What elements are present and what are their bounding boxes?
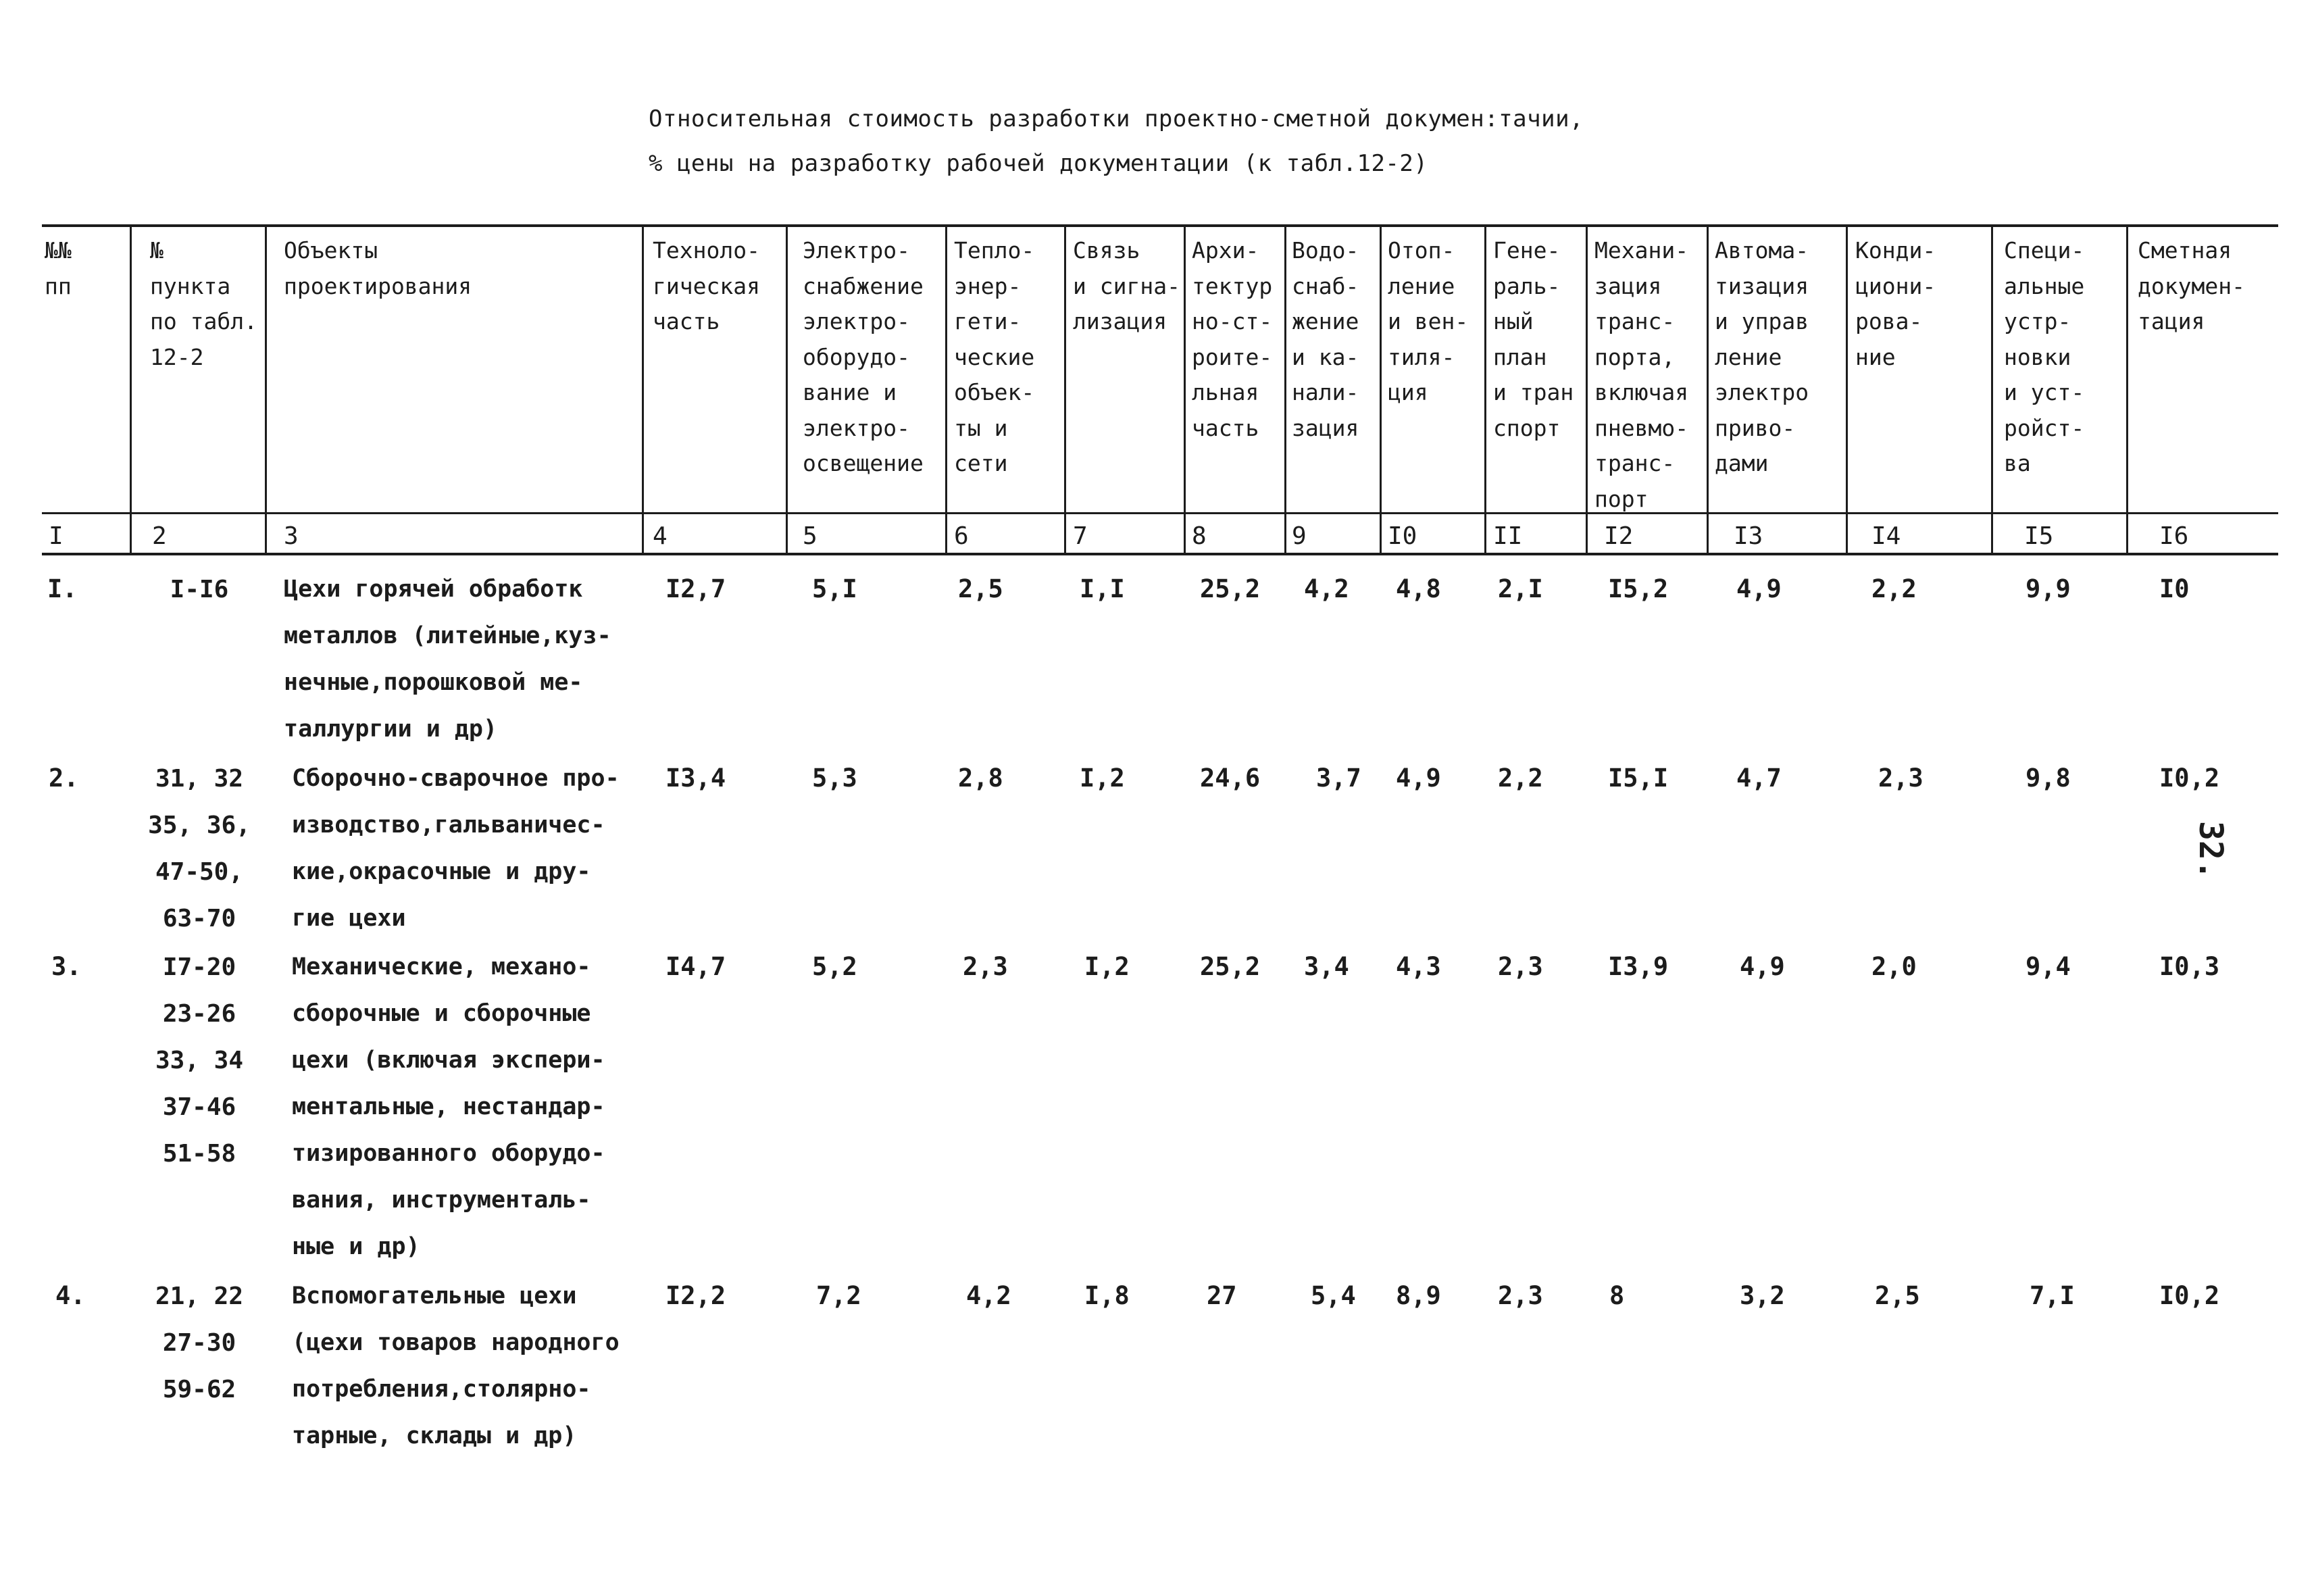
value-special-installations: 7,I: [2030, 1281, 2075, 1310]
column-number: I0: [1388, 522, 1417, 550]
numbering-bottom-rule: [42, 553, 2278, 555]
value-electrical: 7,2: [816, 1281, 861, 1310]
value-automation: 4,9: [1740, 952, 1785, 981]
value-general-plan: 2,3: [1498, 952, 1543, 981]
table-points: 21, 22 27-30 59-62: [155, 1282, 244, 1403]
value-electrical: 5,3: [812, 764, 857, 793]
page-subtitle: % цены на разработку рабочей документации (к табл.12-2): [649, 150, 1428, 177]
column-divider: [1846, 224, 1848, 554]
value-heat-power: 2,8: [958, 764, 1003, 793]
table-points: I-I6: [170, 576, 229, 603]
column-number: I6: [2159, 522, 2189, 550]
value-conditioning: 2,3: [1878, 764, 1923, 793]
value-water-supply: 4,2: [1304, 574, 1349, 603]
column-number: 9: [1292, 522, 1307, 550]
value-technological: I2,2: [665, 1281, 726, 1310]
object-description: Сборочно-сварочное про- изводство,гальваничес- кие,окрасочные и дру- гие цехи: [292, 765, 620, 932]
value-conditioning: 2,5: [1875, 1281, 1920, 1310]
column-divider: [2126, 224, 2128, 554]
value-water-supply: 3,4: [1304, 952, 1349, 981]
value-general-plan: 2,3: [1498, 1281, 1543, 1310]
value-automation: 3,2: [1740, 1281, 1785, 1310]
value-transport-mechanization: I3,9: [1608, 952, 1669, 981]
header-estimate: Сметная докумен- тация: [2138, 237, 2245, 334]
header-heat-power: Тепло- энер- гети- ческие объек- ты и сети: [954, 237, 1035, 476]
header-row-number: №№ пп: [45, 237, 72, 299]
column-divider: [130, 224, 132, 554]
value-communication: I,I: [1080, 574, 1125, 603]
header-table-point: № пункта по табл. 12-2: [150, 237, 257, 370]
value-conditioning: 2,0: [1871, 952, 1917, 981]
value-technological: I4,7: [665, 952, 726, 981]
header-electrical: Электро- снабжение электро- оборудо- вание и электро- освещение: [803, 237, 924, 476]
column-divider: [1284, 224, 1286, 554]
object-description: Вспомогательные цехи (цехи товаров народного потребления,столярно- тарные, склады и др): [292, 1282, 620, 1449]
value-estimate: I0,2: [2159, 1281, 2220, 1310]
object-description: Цехи горячей обработк металлов (литейные,куз- нечные,порошковой ме- таллургии и др): [284, 576, 611, 743]
column-number: I3: [1734, 522, 1763, 550]
value-special-installations: 9,9: [2026, 574, 2071, 603]
column-number: I5: [2024, 522, 2054, 550]
column-divider: [265, 224, 267, 554]
column-divider: [1380, 224, 1382, 554]
value-general-plan: 2,2: [1498, 764, 1543, 793]
value-automation: 4,9: [1736, 574, 1782, 603]
value-automation: 4,7: [1736, 764, 1782, 793]
column-divider: [1484, 224, 1486, 554]
table-points: 31, 32 35, 36, 47-50, 63-70: [148, 765, 251, 932]
row-number: 2.: [49, 764, 79, 793]
header-architecture: Архи- тектур но-ст- роите- льная часть: [1192, 237, 1273, 441]
object-description: Механические, механо- сборочные и сборочные цехи (включая экспери- ментальные, нестандар- тизированного оборудо- вания, инструменталь- ные и др): [292, 953, 605, 1260]
row-number: 4.: [55, 1281, 86, 1310]
column-number: 2: [152, 522, 167, 550]
column-number: 8: [1192, 522, 1207, 550]
value-electrical: 5,I: [812, 574, 857, 603]
value-architecture: 25,2: [1200, 574, 1261, 603]
header-automation: Автома- тизация и управ ление электро приво- дами: [1715, 237, 1809, 476]
table-top-rule: [42, 224, 2278, 227]
value-heating: 4,8: [1396, 574, 1441, 603]
table-points: I7-20 23-26 33, 34 37-46 51-58: [155, 953, 244, 1168]
value-water-supply: 3,7: [1316, 764, 1361, 793]
page-title: Относительная стоимость разработки проектно-сметной докумен:тачии,: [649, 105, 1584, 132]
header-general-plan: Гене- раль- ный план и тран спорт: [1493, 237, 1574, 441]
value-heat-power: 4,2: [966, 1281, 1011, 1310]
value-architecture: 27: [1207, 1281, 1237, 1310]
header-transport-mechanization: Механи- зация транс- порта, включая пневмо- транс- порт: [1594, 237, 1689, 512]
value-heat-power: 2,5: [958, 574, 1003, 603]
value-architecture: 24,6: [1200, 764, 1261, 793]
header-technological: Техноло- гическая часть: [653, 237, 760, 334]
column-number: 4: [653, 522, 668, 550]
value-transport-mechanization: I5,I: [1608, 764, 1669, 793]
page-number: 32.: [2192, 821, 2230, 880]
column-divider: [642, 224, 644, 554]
value-water-supply: 5,4: [1311, 1281, 1356, 1310]
value-communication: I,8: [1084, 1281, 1130, 1310]
value-heating: 4,9: [1396, 764, 1441, 793]
value-heating: 8,9: [1396, 1281, 1441, 1310]
value-conditioning: 2,2: [1871, 574, 1917, 603]
header-conditioning: Конди- циони- рова- ние: [1855, 237, 1936, 370]
header-objects: Объекты проектирования: [284, 237, 472, 299]
value-transport-mechanization: 8: [1609, 1281, 1625, 1310]
value-special-installations: 9,8: [2026, 764, 2071, 793]
value-heat-power: 2,3: [963, 952, 1008, 981]
header-bottom-rule: [42, 512, 2278, 514]
value-transport-mechanization: I5,2: [1608, 574, 1669, 603]
value-estimate: I0,3: [2159, 952, 2220, 981]
column-number: I2: [1604, 522, 1634, 550]
column-number: I: [49, 522, 64, 550]
header-heating: Отоп- ление и вен- тиля- ция: [1388, 237, 1469, 405]
column-divider: [1991, 224, 1993, 554]
column-number: II: [1493, 522, 1523, 550]
header-special-installations: Специ- альные устр- новки и уст- ройст- ва: [2004, 237, 2085, 476]
value-architecture: 25,2: [1200, 952, 1261, 981]
value-general-plan: 2,I: [1498, 574, 1543, 603]
column-number: 3: [284, 522, 299, 550]
column-divider: [1586, 224, 1588, 554]
column-number: 7: [1073, 522, 1088, 550]
column-divider: [1707, 224, 1709, 554]
row-number: I.: [47, 574, 78, 603]
column-number: 5: [803, 522, 818, 550]
value-special-installations: 9,4: [2026, 952, 2071, 981]
column-divider: [945, 224, 947, 554]
value-technological: I3,4: [665, 764, 726, 793]
value-estimate: I0: [2159, 574, 2190, 603]
value-communication: I,2: [1080, 764, 1125, 793]
header-water-supply: Водо- снаб- жение и ка- нали- зация: [1292, 237, 1359, 441]
row-number: 3.: [51, 952, 82, 981]
value-communication: I,2: [1084, 952, 1130, 981]
value-technological: I2,7: [665, 574, 726, 603]
column-divider: [1184, 224, 1186, 554]
value-electrical: 5,2: [812, 952, 857, 981]
header-communication: Связь и сигна- лизация: [1073, 237, 1180, 334]
column-number: 6: [954, 522, 969, 550]
column-number: I4: [1871, 522, 1901, 550]
column-divider: [786, 224, 788, 554]
value-estimate: I0,2: [2159, 764, 2220, 793]
value-heating: 4,3: [1396, 952, 1441, 981]
column-divider: [1064, 224, 1066, 554]
